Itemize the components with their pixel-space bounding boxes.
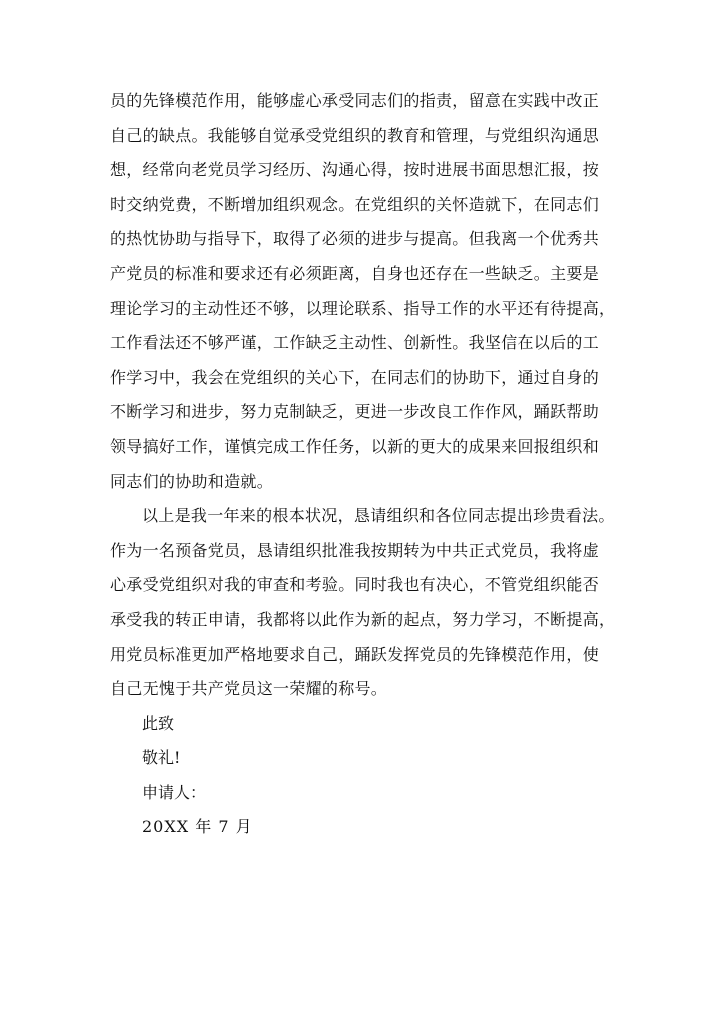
text-line: 以上是我一年来的根本状况，恳请组织和各位同志提出珍贵看法。 <box>142 506 615 526</box>
text-line: 作学习中，我会在党组织的关心下，在同志们的协助下，通过自身的 <box>110 367 600 387</box>
text-line: 理论学习的主动性还不够，以理论联系、指导工作的水平还有待提高， <box>110 298 616 318</box>
date: 20XX 年 7 月 <box>142 817 253 837</box>
text-line: 承受我的转正申请，我都将以此作为新的起点，努力学习，不断提高， <box>110 609 616 629</box>
text-line: 心承受党组织对我的审查和考验。同时我也有决心，不管党组织能否 <box>110 575 600 595</box>
salutation: 此致 <box>142 713 175 733</box>
applicant-label: 申请人： <box>142 782 207 802</box>
text-line: 作为一名预备党员，恳请组织批准我按期转为中共正式党员，我将虚 <box>110 540 600 560</box>
text-line: 领导搞好工作，谨慎完成工作任务，以新的更大的成果来回报组织和 <box>110 436 600 456</box>
text-line: 时交纳党费，不断增加组织观念。在党组织的关怀造就下，在同志们 <box>110 194 600 214</box>
paragraph-1 <box>110 84 616 499</box>
text-line: 自己无愧于共产党员这一荣耀的称号。 <box>110 679 388 699</box>
text-line: 的热忱协助与指导下，取得了必须的进步与提高。但我离一个优秀共 <box>110 229 600 249</box>
text-line: 员的先锋模范作用，能够虚心承受同志们的指责，留意在实践中改正 <box>110 91 600 110</box>
text-line: 自己的缺点。我能够自觉承受党组织的教育和管理，与党组织沟通思 <box>110 125 600 145</box>
text-line: 不断学习和进步，努力克制缺乏，更进一步改良工作作风，踊跃帮助 <box>110 402 600 422</box>
text-line: 用党员标准更加严格地要求自己，踊跃发挥党员的先锋模范作用，使 <box>110 644 600 664</box>
paragraph-2 <box>110 499 616 707</box>
text-line: 同志们的协助和造就。 <box>110 471 274 491</box>
text-line: 产党员的标准和要求还有必须距离，自身也还存在一些缺乏。主要是 <box>110 263 600 283</box>
text-line: 工作看法还不够严谨，工作缺乏主动性、创新性。我坚信在以后的工 <box>110 333 600 353</box>
closing-block <box>110 707 610 845</box>
document-page <box>110 84 616 845</box>
text-line: 想，经常向老党员学习经历、沟通心得，按时进展书面思想汇报，按 <box>110 160 600 180</box>
regards: 敬礼! <box>142 748 181 768</box>
